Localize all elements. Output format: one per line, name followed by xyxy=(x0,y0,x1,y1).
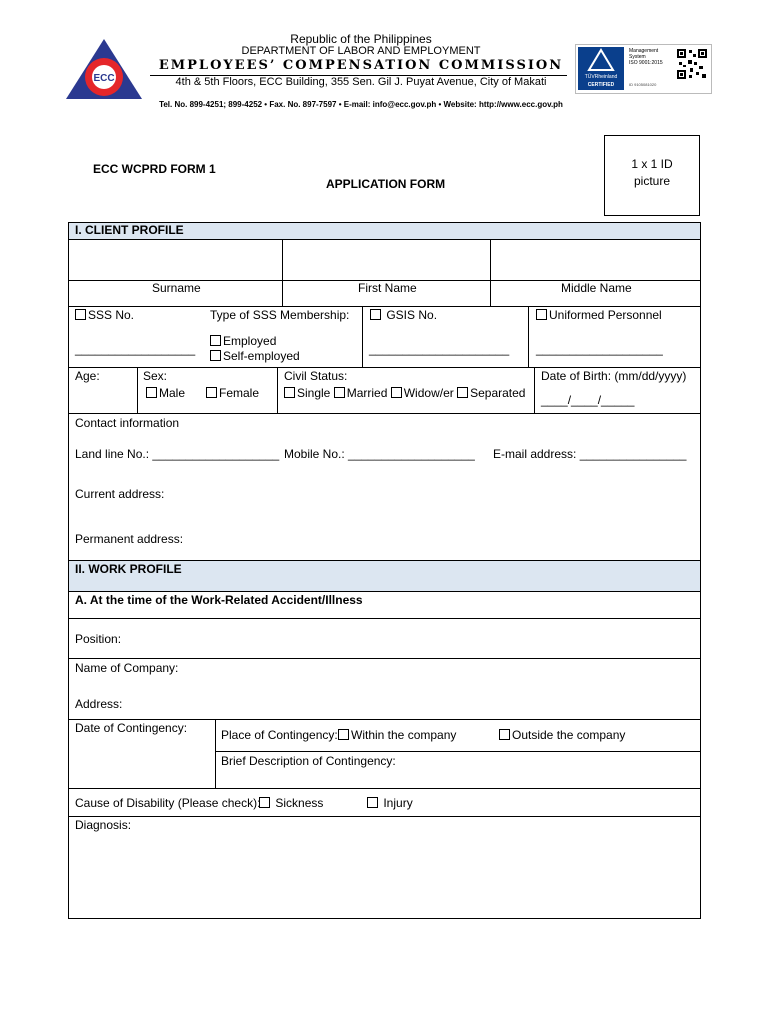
uniformed-blank: ___________________ xyxy=(536,342,663,356)
female-text: Female xyxy=(219,386,260,400)
gsis-no-text: GSIS No. xyxy=(386,308,438,322)
table-border-bottom xyxy=(68,918,701,919)
row-rule xyxy=(68,788,701,789)
male-checkbox[interactable] xyxy=(146,387,157,398)
tuv-triangle-icon xyxy=(578,47,624,73)
tuv-text: TÜVRheinland xyxy=(584,74,618,80)
row-rule xyxy=(68,560,701,561)
within-option xyxy=(338,728,456,742)
gsis-checkbox[interactable] xyxy=(370,309,381,320)
form-code: ECC WCPRD FORM 1 xyxy=(93,162,216,176)
section2-title: II. WORK PROFILE xyxy=(75,562,182,576)
id-picture-line2: picture xyxy=(633,174,671,188)
married-text: Married xyxy=(346,386,388,400)
widow-checkbox[interactable] xyxy=(391,387,402,398)
email-field: E-mail address: ________________ xyxy=(493,447,687,461)
table-border-right xyxy=(700,222,701,919)
table-border-left xyxy=(68,222,69,919)
qr-code-icon xyxy=(676,48,708,80)
separated-text: Separated xyxy=(470,386,526,400)
department-text: DEPARTMENT OF LABOR AND EMPLOYMENT xyxy=(241,45,481,57)
dob-blank: ____/____/_____ xyxy=(541,393,635,407)
sss-no-label xyxy=(75,308,134,322)
row-rule xyxy=(215,751,701,752)
uniformed-label xyxy=(536,308,662,322)
row-rule xyxy=(68,658,701,659)
address-text: 4th & 5th Floors, ECC Building, 355 Sen. Gil J. Puyat Avenue, City of Makati xyxy=(175,76,547,88)
within-checkbox[interactable] xyxy=(338,729,349,740)
surname-label: Surname xyxy=(152,281,201,295)
col-rule xyxy=(137,367,138,413)
permanent-address-label: Permanent address: xyxy=(75,532,184,546)
svg-text:ECC: ECC xyxy=(93,73,115,84)
civil-status-options xyxy=(284,386,525,400)
single-text: Single xyxy=(297,386,331,400)
row-rule xyxy=(68,306,701,307)
republic-text: Republic of the Philippines xyxy=(290,32,432,46)
outside-option xyxy=(499,728,625,742)
employed-option xyxy=(210,334,276,348)
iso-text: ISO 9001:2015 xyxy=(629,60,663,66)
sss-type-label: Type of SSS Membership: xyxy=(210,308,350,322)
col-rule xyxy=(282,239,283,306)
cert-id-text: ID 9105081020 xyxy=(629,82,657,87)
col-rule xyxy=(528,306,529,367)
single-checkbox[interactable] xyxy=(284,387,295,398)
form-title: APPLICATION FORM xyxy=(326,177,446,191)
certified-text: CERTIFIED xyxy=(587,82,615,88)
male-option xyxy=(146,386,185,400)
sss-no-text: SSS No. xyxy=(88,308,135,322)
self-employed-text: Self-employed xyxy=(223,349,300,363)
row-rule xyxy=(68,591,701,592)
section1-title: I. CLIENT PROFILE xyxy=(75,223,184,237)
ms-text-1: Management xyxy=(629,48,659,54)
brief-description-label: Brief Description of Contingency: xyxy=(221,754,396,768)
row-rule xyxy=(68,719,701,720)
col-rule xyxy=(215,719,216,788)
self-employed-checkbox[interactable] xyxy=(210,350,221,361)
separated-checkbox[interactable] xyxy=(457,387,468,398)
sss-blank: __________________ xyxy=(75,342,196,356)
place-contingency-label: Place of Contingency: xyxy=(221,728,338,742)
within-text: Within the company xyxy=(351,728,457,742)
injury-text: Injury xyxy=(383,796,413,810)
col-rule xyxy=(534,367,535,413)
outside-checkbox[interactable] xyxy=(499,729,510,740)
injury-checkbox[interactable] xyxy=(367,797,378,808)
row-rule xyxy=(68,239,701,240)
ms-text-2: System xyxy=(629,54,646,60)
civil-status-label: Civil Status: xyxy=(284,369,348,383)
middle-name-label: Middle Name xyxy=(561,281,632,295)
commission-text: EMPLOYEES’ COMPENSATION COMMISSION xyxy=(158,58,564,73)
certification-badge xyxy=(575,44,712,94)
uniformed-checkbox[interactable] xyxy=(536,309,547,320)
outside-text: Outside the company xyxy=(512,728,626,742)
injury-option xyxy=(367,796,413,810)
sickness-text: Sickness xyxy=(275,796,324,810)
gsis-blank: _____________________ xyxy=(369,342,510,356)
contact-text: Tel. No. 899-4251; 899-4252 • Fax. No. 897-7597 • E-mail: info@ecc.gov.ph • Website: http://www.ecc.gov.ph xyxy=(159,100,563,109)
landline-field: Land line No.: ___________________ xyxy=(75,447,280,461)
uniformed-text: Uniformed Personnel xyxy=(549,308,662,322)
female-option xyxy=(206,386,259,400)
row-rule xyxy=(68,413,701,414)
row-rule xyxy=(68,618,701,619)
male-text: Male xyxy=(159,386,186,400)
mobile-field: Mobile No.: ___________________ xyxy=(284,447,475,461)
employed-text: Employed xyxy=(223,334,277,348)
sickness-checkbox[interactable] xyxy=(259,797,270,808)
row-rule xyxy=(68,816,701,817)
sickness-option xyxy=(259,796,323,810)
sss-checkbox[interactable] xyxy=(75,309,86,320)
employed-checkbox[interactable] xyxy=(210,335,221,346)
id-picture-line1: 1 x 1 ID xyxy=(631,157,673,171)
diagnosis-label: Diagnosis: xyxy=(75,818,132,832)
tuv-logo xyxy=(578,47,624,90)
cause-disability-label: Cause of Disability (Please check): xyxy=(75,796,261,810)
date-contingency-label: Date of Contingency: xyxy=(75,721,188,735)
gsis-no-label xyxy=(370,308,437,322)
col-rule xyxy=(362,306,363,367)
contact-info-label: Contact information xyxy=(75,416,180,430)
widow-text: Widow/er xyxy=(403,386,454,400)
age-label: Age: xyxy=(75,369,100,383)
sex-label: Sex: xyxy=(143,369,168,383)
section2-subtitle: A. At the time of the Work-Related Accident/Illness xyxy=(75,593,363,607)
self-employed-option xyxy=(210,349,300,363)
company-label: Name of Company: xyxy=(75,661,179,675)
row-rule xyxy=(68,367,701,368)
company-address-label: Address: xyxy=(75,697,123,711)
dob-label: Date of Birth: (mm/dd/yyyy) xyxy=(541,369,687,383)
col-rule xyxy=(277,367,278,413)
col-rule xyxy=(490,239,491,306)
position-label: Position: xyxy=(75,632,122,646)
female-checkbox[interactable] xyxy=(206,387,217,398)
first-name-label: First Name xyxy=(358,281,417,295)
married-checkbox[interactable] xyxy=(334,387,345,398)
id-picture-box xyxy=(604,135,700,216)
current-address-label: Current address: xyxy=(75,487,165,501)
